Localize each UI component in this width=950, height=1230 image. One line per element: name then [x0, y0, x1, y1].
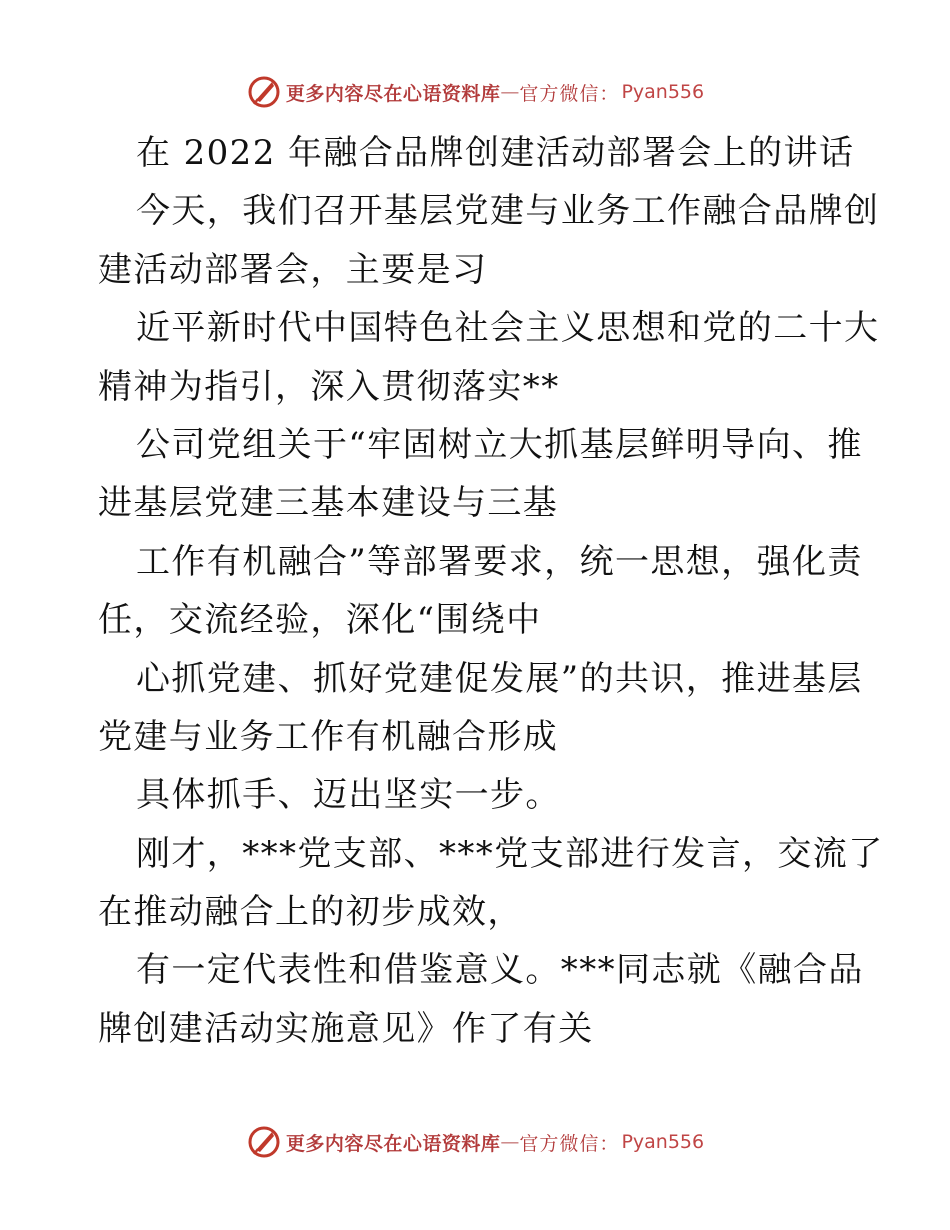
paragraph-line: 刚才，***党支部、***党支部进行发言，交流了	[136, 833, 884, 874]
speech-title: 在 2022 年融合品牌创建活动部署会上的讲话	[136, 133, 855, 173]
paragraph-line: 任，交流经验，深化“围绕中	[98, 600, 542, 641]
quill-pen-logo-icon	[246, 74, 282, 110]
paragraph-line: 进基层党建三基本建设与三基	[98, 483, 559, 524]
paragraph-line: 在推动融合上的初步成效，	[98, 892, 523, 933]
watermark-text: 更多内容尽在心语资料库	[285, 1132, 501, 1155]
paragraph-line: 今天，我们召开基层党建与业务工作融合品牌创	[136, 191, 880, 232]
watermark-separator: —	[500, 1131, 520, 1153]
paragraph-line: 工作有机融合”等部署要求，统一思想，强化责	[136, 541, 863, 582]
paragraph-line: 党建与业务工作有机融合形成	[98, 716, 559, 757]
document-body	[98, 124, 884, 1058]
paragraph-line: 近平新时代中国特色社会主义思想和党的二十大	[136, 308, 880, 349]
paragraph-line: 心抓党建、抓好党建促发展”的共识，推进基层	[136, 658, 863, 699]
paragraph-line: 精神为指引，深入贯彻落实**	[98, 366, 560, 407]
watermark-separator: —	[500, 81, 520, 103]
paragraph-line: 具体抓手、迈出坚实一步。	[136, 775, 561, 816]
footer-watermark	[0, 1122, 950, 1162]
watermark-wechat-label: 官方微信：	[519, 82, 620, 105]
header-watermark	[0, 72, 950, 112]
watermark-text: 更多内容尽在心语资料库	[285, 82, 501, 105]
quill-pen-logo-icon	[246, 1124, 282, 1160]
watermark-wechat-id: Pyan556	[621, 81, 705, 103]
paragraph-line: 牌创建活动实施意见》作了有关	[98, 1008, 594, 1049]
paragraph-line: 有一定代表性和借鉴意义。***同志就《融合品	[136, 950, 864, 991]
watermark-wechat-id: Pyan556	[621, 1131, 705, 1153]
paragraph-line: 公司党组关于“牢固树立大抓基层鲜明导向、推	[136, 424, 863, 465]
watermark-wechat-label: 官方微信：	[519, 1132, 620, 1155]
paragraph-line: 建活动部署会，主要是习	[98, 249, 488, 290]
